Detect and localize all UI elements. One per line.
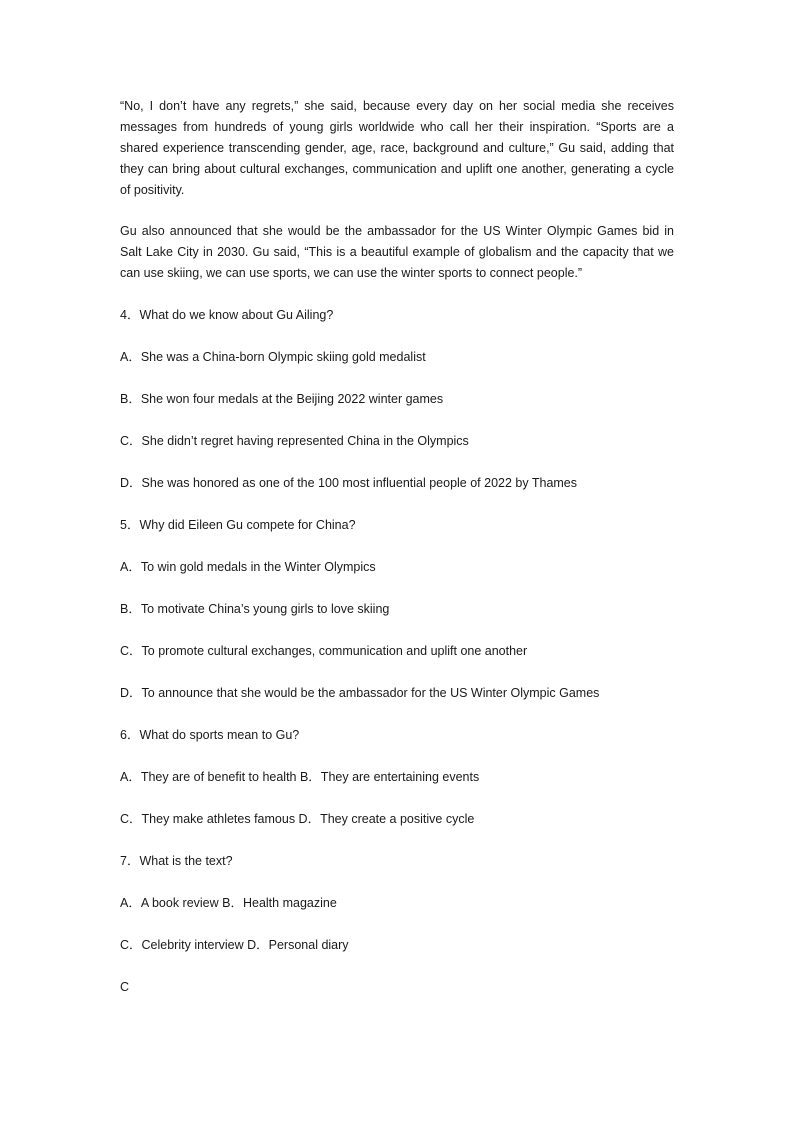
question-text: 7．What is the text? <box>120 854 233 868</box>
option-5a <box>120 557 674 599</box>
option-4d <box>120 473 674 515</box>
option-5b <box>120 599 674 641</box>
question-text: 4．What do we know about Gu Ailing? <box>120 308 334 322</box>
text-line: of positivity. <box>120 183 185 197</box>
option-text: C．She didn’t regret having represented China in the Olympics <box>120 434 469 448</box>
question-text: 6．What do sports mean to Gu? <box>120 728 300 742</box>
option-text: D．She was honored as one of the 100 most influential people of 2022 by Thames <box>120 476 578 490</box>
questions-section <box>120 305 674 1019</box>
passage-paragraph-2 <box>120 221 674 284</box>
option-5c <box>120 641 674 683</box>
option-4c <box>120 431 674 473</box>
passage-paragraph-1 <box>120 96 674 201</box>
document-page <box>120 96 674 1019</box>
question-5 <box>120 515 674 557</box>
next-passage-label <box>120 977 674 1019</box>
text-line: shared experience transcending gender, age, race, background and culture,” Gu said, adding that <box>120 141 674 155</box>
options-6cd <box>120 809 674 851</box>
text-line: Salt Lake City in 2030. Gu said, “This is a beautiful example of globalism and the capacity that we <box>120 245 674 259</box>
options-6ab <box>120 767 674 809</box>
option-text: B．To motivate China’s young girls to love skiing <box>120 602 390 616</box>
option-text: A．To win gold medals in the Winter Olympics <box>120 560 376 574</box>
text-line: “No, I don’t have any regrets,” she said, because every day on her social media she receives <box>120 99 674 113</box>
text-line: they can bring about cultural exchanges, communication and uplift one another, generating a cycle <box>120 162 674 176</box>
option-text: D．To announce that she would be the ambassador for the US Winter Olympic Games <box>120 686 600 700</box>
option-text: A．She was a China-born Olympic skiing gold medalist <box>120 350 426 364</box>
option-text: A．They are of benefit to health B．They are entertaining events <box>120 770 480 784</box>
option-4b <box>120 389 674 431</box>
text-line: can use skiing, we can use sports, we can use the winter sports to connect people.” <box>120 266 583 280</box>
options-7cd <box>120 935 674 977</box>
option-text: C．They make athletes famous D．They create a positive cycle <box>120 812 475 826</box>
option-text: C．To promote cultural exchanges, communication and uplift one another <box>120 644 528 658</box>
option-text: B．She won four medals at the Beijing 2022 winter games <box>120 392 444 406</box>
option-text: C．Celebrity interview D．Personal diary <box>120 938 349 952</box>
options-7ab <box>120 893 674 935</box>
text-line: messages from hundreds of young girls worldwide who call her their inspiration. “Sports are a <box>120 120 674 134</box>
question-text: 5．Why did Eileen Gu compete for China? <box>120 518 356 532</box>
question-6 <box>120 725 674 767</box>
question-4 <box>120 305 674 347</box>
section-letter: C <box>120 980 130 994</box>
option-text: A．A book review B．Health magazine <box>120 896 337 910</box>
question-7 <box>120 851 674 893</box>
option-5d <box>120 683 674 725</box>
option-4a <box>120 347 674 389</box>
text-line: Gu also announced that she would be the ambassador for the US Winter Olympic Games bid in <box>120 224 674 238</box>
